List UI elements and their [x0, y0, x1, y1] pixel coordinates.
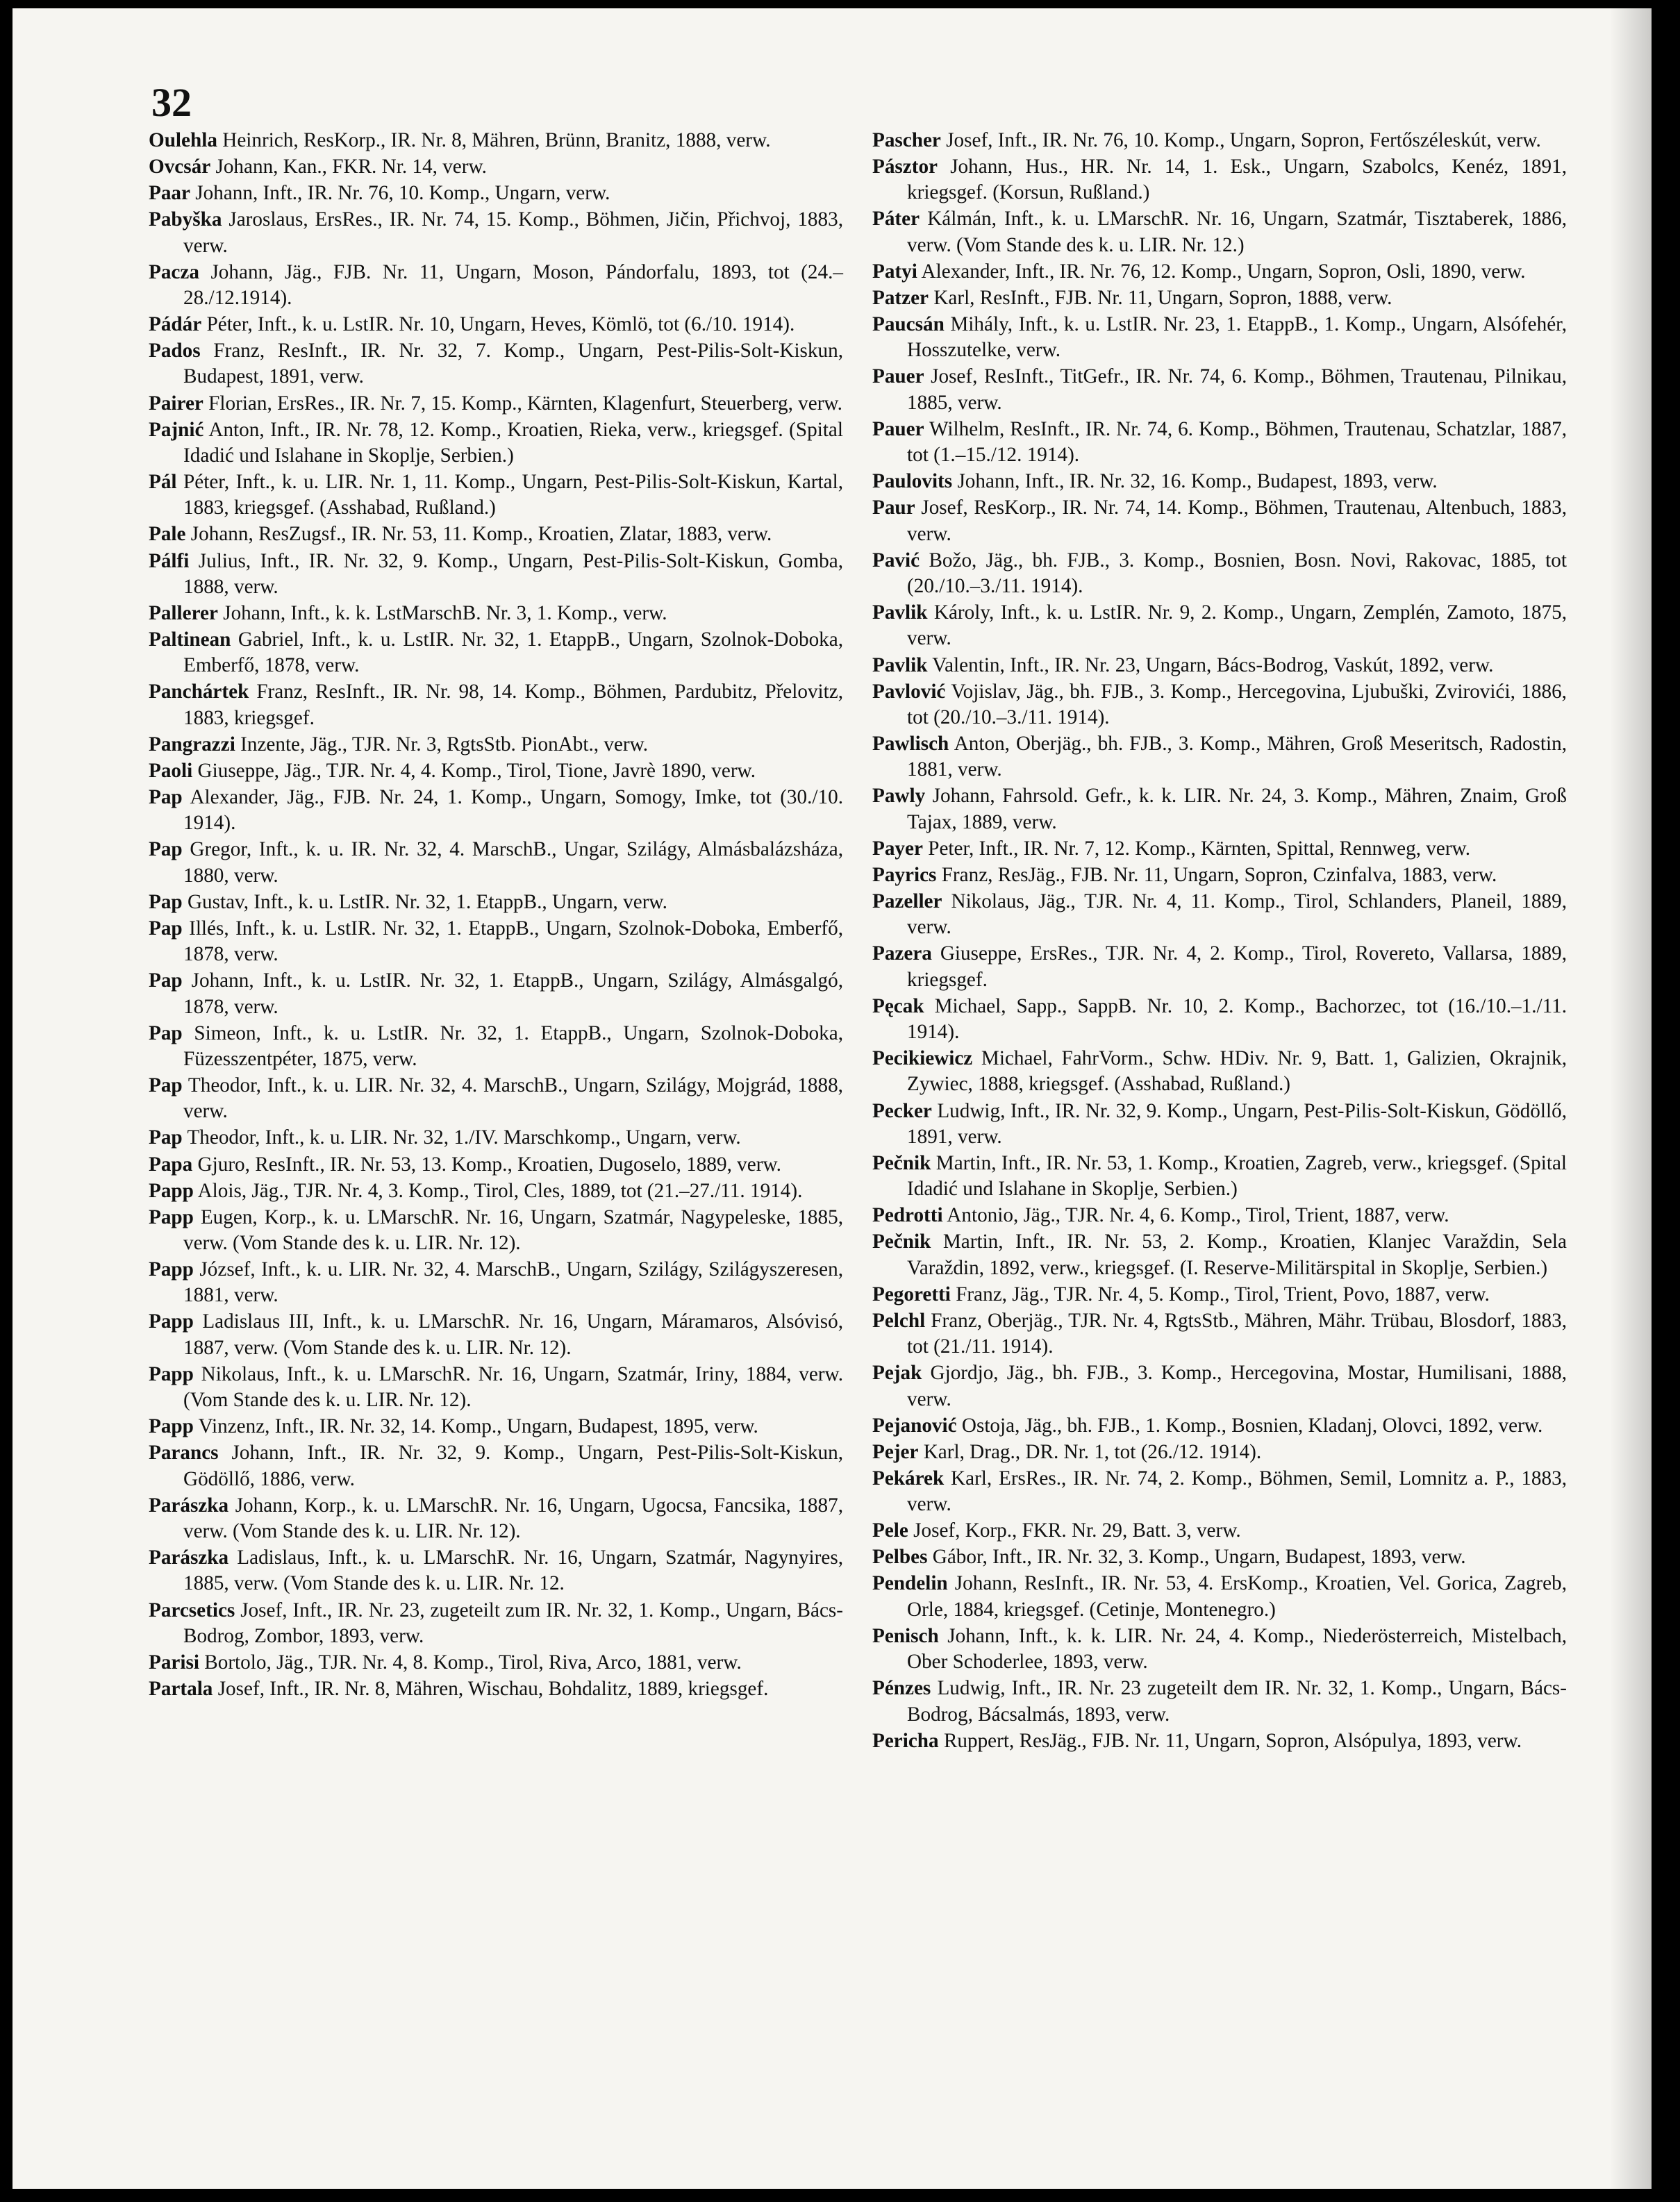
list-entry — [872, 1151, 1567, 1203]
list-entry — [872, 941, 1567, 993]
entry-surname: Pascher — [872, 129, 941, 151]
entry-surname: Pavić — [872, 549, 920, 572]
list-entry — [149, 1493, 843, 1545]
entry-surname: Patyi — [872, 260, 917, 283]
list-entry — [149, 1073, 843, 1125]
entry-details: Ludwig, Inft., IR. Nr. 32, 9. Komp., Ungarn, Pest-Pilis-Solt-Kiskun, Gödöllő, 1891, verw. — [907, 1099, 1567, 1148]
list-entry — [149, 785, 843, 837]
list-entry — [149, 890, 843, 915]
entry-surname: Payrics — [872, 863, 937, 886]
list-entry — [149, 1021, 843, 1073]
entry-surname: Pejanović — [872, 1414, 957, 1437]
entry-details: Franz, ResJäg., FJB. Nr. 11, Ungarn, Sopron, Czinfalva, 1883, verw. — [941, 863, 1497, 886]
entry-details: Julius, Inft., IR. Nr. 32, 9. Komp., Ungarn, Pest-Pilis-Solt-Kiskun, Gomba, 1888, verw. — [183, 549, 844, 598]
entry-details: Theodor, Inft., k. u. LIR. Nr. 32, 4. MarschB., Ungarn, Szilágy, Mojgrád, 1888, verw. — [183, 1074, 843, 1123]
entry-details: Valentin, Inft., IR. Nr. 23, Ungarn, Bács-Bodrog, Vaskút, 1892, verw. — [932, 653, 1494, 676]
entry-surname: Pacza — [149, 260, 199, 283]
entry-surname: Pecker — [872, 1099, 932, 1122]
entry-details: Inzente, Jäg., TJR. Nr. 3, RgtsStb. PionAbt., verw. — [240, 733, 649, 756]
list-entry — [872, 836, 1567, 862]
list-entry — [872, 1203, 1567, 1228]
list-entry — [149, 181, 843, 206]
entry-details: Ladislaus, Inft., k. u. LMarschR. Nr. 16, Ungarn, Szatmár, Nagynyires, 1885, verw. (Vom Stande des k. u. LIR. Nr. 12. — [183, 1546, 843, 1595]
list-entry — [872, 1360, 1567, 1412]
entry-surname: Papp — [149, 1362, 194, 1385]
list-entry — [149, 627, 843, 679]
entry-details: Gábor, Inft., IR. Nr. 32, 3. Komp., Ungarn, Budapest, 1893, verw. — [932, 1546, 1466, 1569]
entry-details: Franz, ResInft., IR. Nr. 32, 7. Komp., Ungarn, Pest-Pilis-Solt-Kiskun, Budapest, 1891, verw. — [183, 340, 843, 388]
list-entry — [872, 469, 1567, 494]
list-entry — [872, 1308, 1567, 1360]
list-entry — [149, 312, 843, 337]
entry-details: Ladislaus III, Inft., k. u. LMarschR. Nr. 16, Ungarn, Máramaros, Alsóvisó, 1887, verw. (Vom Stande des k. u. LIR. Nr. 12). — [183, 1310, 844, 1359]
list-entry — [149, 758, 843, 784]
right-column — [872, 128, 1567, 1755]
entry-surname: Pelchl — [872, 1309, 926, 1332]
list-entry — [149, 549, 843, 601]
entry-details: Vinzenz, Inft., IR. Nr. 32, 14. Komp., Ungarn, Budapest, 1895, verw. — [198, 1415, 758, 1438]
entry-surname: Pavlik — [872, 601, 928, 624]
entry-surname: Pap — [149, 1074, 183, 1097]
entry-details: Johann, Jäg., FJB. Nr. 11, Ungarn, Moson, Pándorfalu, 1893, tot (24.–28./12.1914). — [183, 260, 844, 309]
entry-details: Kálmán, Inft., k. u. LMarschR. Nr. 16, Ungarn, Szatmár, Tisztaberek, 1886, verw. (Vom Stande des k. u. LIR. Nr. 12.) — [907, 208, 1567, 256]
list-entry — [149, 1178, 843, 1204]
entry-details: Florian, ErsRes., IR. Nr. 7, 15. Komp., Kärnten, Klagenfurt, Steuerberg, verw. — [208, 392, 842, 415]
entry-details: Franz, Jäg., TJR. Nr. 4, 5. Komp., Tirol, Trient, Povo, 1887, verw. — [956, 1283, 1490, 1306]
entry-surname: Patzer — [872, 286, 929, 309]
entry-surname: Pajnić — [149, 418, 204, 441]
list-entry — [872, 1728, 1567, 1754]
list-entry — [872, 364, 1567, 416]
entry-details: Johann, Kan., FKR. Nr. 14, verw. — [215, 156, 487, 178]
entry-surname: Páter — [872, 208, 920, 231]
entry-details: Johann, Inft., IR. Nr. 32, 16. Komp., Budapest, 1893, verw. — [957, 470, 1438, 493]
list-entry — [872, 128, 1567, 153]
entry-details: Illés, Inft., k. u. LstIR. Nr. 32, 1. EtappB., Ungarn, Szolnok-Doboka, Emberfő, 1878, verw. — [183, 917, 844, 966]
list-entry — [872, 1440, 1567, 1465]
list-entry — [149, 732, 843, 758]
entry-surname: Pečnik — [872, 1151, 931, 1174]
entry-details: Heinrich, ResKorp., IR. Nr. 8, Mähren, Brünn, Branitz, 1888, verw. — [222, 129, 771, 151]
entry-details: Johann, ResZugsf., IR. Nr. 53, 11. Komp., Kroatien, Zlatar, 1883, verw. — [190, 523, 772, 546]
entry-details: Jaroslaus, ErsRes., IR. Nr. 74, 15. Komp., Böhmen, Jičin, Přichvoj, 1883, verw. — [183, 208, 843, 257]
entry-surname: Paur — [872, 497, 915, 519]
entry-surname: Partala — [149, 1678, 213, 1700]
entry-surname: Parászka — [149, 1546, 229, 1569]
list-entry — [872, 1229, 1567, 1281]
list-entry — [149, 968, 843, 1020]
entry-details: Josef, ResInft., TitGefr., IR. Nr. 74, 6. Komp., Böhmen, Trautenau, Pilnikau, 1885, verw. — [907, 365, 1567, 414]
entry-surname: Pairer — [149, 392, 203, 415]
entry-surname: Payer — [872, 837, 923, 860]
list-entry — [872, 206, 1567, 258]
entry-details: Péter, Inft., k. u. LIR. Nr. 1, 11. Komp., Ungarn, Pest-Pilis-Solt-Kiskun, Kartal, 1883, kriegsgef. (Asshabad, Rußland.) — [183, 471, 843, 519]
list-entry — [872, 312, 1567, 364]
list-entry — [872, 1571, 1567, 1623]
list-entry — [149, 1257, 843, 1309]
entry-details: Alexander, Inft., IR. Nr. 76, 12. Komp., Ungarn, Sopron, Osli, 1890, verw. — [921, 260, 1526, 283]
entry-surname: Pásztor — [872, 156, 938, 178]
entry-details: Josef, Inft., IR. Nr. 8, Mähren, Wischau, Bohdalitz, 1889, kriegsgef. — [217, 1678, 769, 1700]
entry-surname: Parászka — [149, 1494, 229, 1517]
list-entry — [872, 1676, 1567, 1728]
list-entry — [149, 128, 843, 153]
entry-details: Mihály, Inft., k. u. LstIR. Nr. 23, 1. EtappB., 1. Komp., Ungarn, Alsófehér, Hosszutelke, verw. — [907, 313, 1567, 362]
entry-surname: Pál — [149, 471, 177, 494]
list-entry — [149, 1152, 843, 1178]
entry-surname: Pečnik — [872, 1231, 931, 1253]
entry-details: Martin, Inft., IR. Nr. 53, 1. Komp., Kroatien, Zagreb, verw., kriegsgef. (Spital Idadić und Islahane in Skoplje, Serbien.) — [907, 1151, 1567, 1201]
list-entry — [149, 679, 843, 731]
list-entry — [872, 1544, 1567, 1570]
list-entry — [872, 1518, 1567, 1544]
entry-details: Anton, Oberjäg., bh. FJB., 3. Komp., Mähren, Groß Meseritsch, Radostin, 1881, verw. — [907, 732, 1567, 781]
list-entry — [149, 1362, 843, 1414]
entry-surname: Papp — [149, 1206, 194, 1228]
entry-details: Peter, Inft., IR. Nr. 7, 12. Komp., Kärnten, Spittal, Rennweg, verw. — [928, 837, 1471, 860]
page-number: 32 — [151, 80, 192, 125]
entry-details: Ludwig, Inft., IR. Nr. 23 zugeteilt dem IR. Nr. 32, 1. Komp., Ungarn, Bács-Bodrog, Bácsalmás, 1893, verw. — [907, 1677, 1567, 1726]
entry-surname: Pénzes — [872, 1677, 931, 1700]
document-page — [13, 8, 1652, 2189]
entry-surname: Parisi — [149, 1651, 199, 1674]
entry-surname: Pauer — [872, 365, 924, 388]
list-entry — [872, 862, 1567, 888]
entry-details: Johann, Inft., k. u. LstIR. Nr. 32, 1. EtappB., Ungarn, Szilágy, Almásgalgó, 1878, verw. — [183, 969, 843, 1018]
list-entry — [149, 916, 843, 968]
list-entry — [872, 1046, 1567, 1098]
entry-surname: Pap — [149, 969, 183, 992]
entry-details: Simeon, Inft., k. u. LstIR. Nr. 32, 1. EtappB., Ungarn, Szolnok-Doboka, Füzesszentpéter, 1875, verw. — [183, 1021, 844, 1070]
list-entry — [149, 154, 843, 180]
entry-details: Gjordjo, Jäg., bh. FJB., 3. Komp., Hercegovina, Mostar, Humilisani, 1888, verw. — [907, 1362, 1567, 1410]
entry-surname: Papp — [149, 1258, 194, 1281]
entry-details: Johann, Fahrsold. Gefr., k. k. LIR. Nr. 24, 3. Komp., Mähren, Znaim, Groß Tajax, 1889, verw. — [907, 785, 1567, 833]
entry-details: Franz, Oberjäg., TJR. Nr. 4, RgtsStb., Mähren, Mähr. Trübau, Blosdorf, 1883, tot (21./11. 1914). — [907, 1309, 1567, 1358]
entry-surname: Pecikiewicz — [872, 1047, 973, 1070]
entry-surname: Pedrotti — [872, 1204, 943, 1227]
entry-details: Ostoja, Jäg., bh. FJB., 1. Komp., Bosnien, Kladanj, Olovci, 1892, verw. — [961, 1414, 1543, 1437]
entry-surname: Pap — [149, 1126, 183, 1149]
list-entry — [872, 1466, 1567, 1518]
list-entry — [872, 259, 1567, 285]
entry-surname: Pallerer — [149, 601, 218, 624]
entry-details: Alexander, Jäg., FJB. Nr. 24, 1. Komp., Ungarn, Somogy, Imke, tot (30./10. 1914). — [183, 785, 843, 835]
entry-details: Eugen, Korp., k. u. LMarschR. Nr. 16, Ungarn, Szatmár, Nagypeleske, 1885, verw. (Vom Stande des k. u. LIR. Nr. 12). — [183, 1206, 843, 1254]
list-entry — [872, 417, 1567, 469]
entry-details: Božo, Jäg., bh. FJB., 3. Komp., Bosnien, Bosn. Novi, Rakovac, 1885, tot (20./10.–3./11. 1914). — [907, 549, 1567, 598]
entry-surname: Pejer — [872, 1440, 919, 1463]
list-entry — [149, 1676, 843, 1702]
list-entry — [149, 1414, 843, 1440]
list-entry — [149, 1125, 843, 1151]
entry-details: Nikolaus, Inft., k. u. LMarschR. Nr. 16, Ungarn, Szatmár, Iriny, 1884, verw. (Vom Stande des k. u. LIR. Nr. 12). — [183, 1362, 844, 1412]
entry-surname: Pauer — [872, 417, 924, 440]
entry-surname: Papa — [149, 1153, 193, 1176]
list-entry — [149, 1440, 843, 1492]
entry-surname: Oulehla — [149, 129, 217, 151]
list-entry — [149, 1205, 843, 1257]
entry-surname: Ovcsár — [149, 156, 211, 178]
list-entry — [872, 783, 1567, 835]
entry-details: Bortolo, Jäg., TJR. Nr. 4, 8. Komp., Tirol, Riva, Arco, 1881, verw. — [204, 1651, 742, 1674]
list-entry — [872, 600, 1567, 652]
entry-surname: Paulovits — [872, 470, 953, 493]
entry-details: Nikolaus, Jäg., TJR. Nr. 4, 11. Komp., Tirol, Schlanders, Planeil, 1889, verw. — [907, 890, 1567, 939]
list-entry — [149, 417, 843, 469]
entry-surname: Pangrazzi — [149, 733, 235, 756]
entry-surname: Pádár — [149, 313, 202, 336]
entry-surname: Pelbes — [872, 1546, 928, 1569]
list-entry — [149, 207, 843, 259]
entry-surname: Papp — [149, 1310, 194, 1333]
entry-surname: Pap — [149, 838, 183, 861]
list-entry — [149, 1598, 843, 1650]
left-column — [149, 128, 843, 1703]
entry-details: Gregor, Inft., k. u. IR. Nr. 32, 4. MarschB., Ungar, Szilágy, Almásbalázsháza, 1880, verw. — [183, 838, 843, 887]
entry-details: Giuseppe, Jäg., TJR. Nr. 4, 4. Komp., Tirol, Tione, Javrè 1890, verw. — [197, 759, 756, 782]
entry-surname: Pap — [149, 1021, 183, 1044]
list-entry — [149, 522, 843, 547]
entry-surname: Pazeller — [872, 890, 942, 912]
entry-details: Károly, Inft., k. u. LstIR. Nr. 9, 2. Komp., Ungarn, Zemplén, Zamoto, 1875, verw. — [907, 601, 1567, 650]
entry-details: Wilhelm, ResInft., IR. Nr. 74, 6. Komp., Böhmen, Trautenau, Schatzlar, 1887, tot (1.–15./12. 1914). — [907, 417, 1567, 467]
entry-surname: Papp — [149, 1415, 194, 1438]
list-entry — [149, 1309, 843, 1361]
entry-surname: Pazera — [872, 942, 932, 965]
entry-surname: Pejak — [872, 1362, 922, 1385]
entry-surname: Pegoretti — [872, 1283, 951, 1306]
list-entry — [149, 837, 843, 889]
entry-details: Michael, Sapp., SappB. Nr. 10, 2. Komp., Bachorzec, tot (16./10.–1./11. 1914). — [907, 994, 1567, 1044]
entry-surname: Pavlović — [872, 680, 946, 703]
list-entry — [872, 154, 1567, 206]
entry-details: Anton, Inft., IR. Nr. 78, 12. Komp., Kroatien, Rieka, verw., kriegsgef. (Spital Idadić und Islahane in Skoplje, Serbien.) — [183, 418, 844, 467]
entry-surname: Pap — [149, 890, 183, 913]
list-entry — [149, 260, 843, 312]
entry-details: Johann, Korp., k. u. LMarschR. Nr. 16, Ungarn, Ugocsa, Fancsika, 1887, verw. (Vom Stande des k. u. LIR. Nr. 12). — [183, 1494, 844, 1543]
entry-surname: Paltinean — [149, 628, 231, 651]
entry-details: Gustav, Inft., k. u. LstIR. Nr. 32, 1. EtappB., Ungarn, verw. — [187, 890, 667, 913]
entry-details: Giuseppe, ErsRes., TJR. Nr. 4, 2. Komp., Tirol, Rovereto, Vallarsa, 1889, kriegsgef. — [907, 942, 1567, 991]
entry-surname: Pálfi — [149, 549, 190, 572]
entry-surname: Pabyška — [149, 208, 222, 231]
entry-surname: Parcsetics — [149, 1599, 235, 1621]
list-entry — [872, 495, 1567, 547]
entry-surname: Pavlik — [872, 653, 928, 676]
list-entry — [872, 1282, 1567, 1308]
entry-surname: Pados — [149, 340, 201, 362]
entry-details: Vojislav, Jäg., bh. FJB., 3. Komp., Hercegovina, Ljubuški, Zvirovići, 1886, tot (20./10.–3./11. 1914). — [907, 680, 1567, 728]
list-entry — [872, 548, 1567, 600]
entry-surname: Pawlisch — [872, 732, 949, 755]
entry-details: Péter, Inft., k. u. LstIR. Nr. 10, Ungarn, Heves, Kömlö, tot (6./10. 1914). — [206, 313, 795, 336]
entry-details: Johann, Inft., IR. Nr. 76, 10. Komp., Ungarn, verw. — [195, 182, 610, 205]
entry-details: Alois, Jäg., TJR. Nr. 4, 3. Komp., Tirol, Cles, 1889, tot (21.–27./11. 1914). — [197, 1179, 803, 1202]
list-entry — [872, 994, 1567, 1046]
list-entry — [872, 889, 1567, 941]
entry-surname: Pendelin — [872, 1572, 948, 1595]
entry-details: Johann, Hus., HR. Nr. 14, 1. Esk., Ungarn, Szabolcs, Kenéz, 1891, kriegsgef. (Korsun, Rußland.) — [907, 156, 1567, 204]
list-entry — [872, 285, 1567, 311]
entry-details: Johann, ResInft., IR. Nr. 53, 4. ErsKomp., Kroatien, Vel. Gorica, Zagreb, Orle, 1884, kriegsgef. (Cetinje, Montenegro.) — [907, 1572, 1567, 1621]
list-entry — [149, 1545, 843, 1597]
page-edge-shadow — [1610, 8, 1652, 2189]
entry-details: Josef, Korp., FKR. Nr. 29, Batt. 3, verw. — [913, 1519, 1241, 1542]
entry-details: Theodor, Inft., k. u. LIR. Nr. 32, 1./IV. Marschkomp., Ungarn, verw. — [187, 1126, 741, 1149]
list-entry — [872, 1624, 1567, 1676]
entry-details: Martin, Inft., IR. Nr. 53, 2. Komp., Kroatien, Klanjec Varaždin, Sela Varaždin, 1892, verw., kriegsgef. (I. Reserve-Militärspital in Skoplje, Serbien.) — [907, 1231, 1567, 1279]
entry-details: Antonio, Jäg., TJR. Nr. 4, 6. Komp., Tirol, Trient, 1887, verw. — [947, 1204, 1449, 1227]
entry-surname: Pekárek — [872, 1467, 945, 1490]
entry-details: Karl, ResInft., FJB. Nr. 11, Ungarn, Sopron, 1888, verw. — [933, 286, 1392, 309]
list-entry — [872, 679, 1567, 731]
list-entry — [149, 1650, 843, 1676]
entry-details: Franz, ResInft., IR. Nr. 98, 14. Komp., Böhmen, Pardubitz, Přelovitz, 1883, kriegsgef. — [183, 681, 844, 729]
list-entry — [149, 338, 843, 390]
entry-surname: Panchártek — [149, 681, 249, 703]
entry-details: Johann, Inft., k. k. LIR. Nr. 24, 4. Komp., Niederösterreich, Mistelbach, Ober Schoderlee, 1893, verw. — [907, 1624, 1567, 1674]
list-entry — [872, 1099, 1567, 1151]
list-entry — [872, 653, 1567, 678]
entry-surname: Paar — [149, 182, 190, 205]
entry-details: Josef, Inft., IR. Nr. 76, 10. Komp., Ungarn, Sopron, Fertőszéleskút, verw. — [946, 129, 1541, 151]
list-entry — [149, 469, 843, 522]
entry-details: Gjuro, ResInft., IR. Nr. 53, 13. Komp., Kroatien, Dugoselo, 1889, verw. — [197, 1153, 781, 1176]
entry-surname: Pericha — [872, 1729, 939, 1752]
entry-surname: Papp — [149, 1179, 194, 1202]
entry-details: József, Inft., k. u. LIR. Nr. 32, 4. MarschB., Ungarn, Szilágy, Szilágyszeresen, 1881, verw. — [183, 1258, 844, 1307]
list-entry — [872, 731, 1567, 783]
entry-details: Josef, ResKorp., IR. Nr. 74, 14. Komp., Böhmen, Trautenau, Altenbuch, 1883, verw. — [907, 497, 1567, 545]
entry-surname: Paoli — [149, 759, 193, 782]
entry-surname: Pale — [149, 523, 186, 546]
entry-details: Josef, Inft., IR. Nr. 23, zugeteilt zum IR. Nr. 32, 1. Komp., Ungarn, Bács-Bodrog, Zombor, 1893, verw. — [183, 1599, 843, 1647]
entry-details: Karl, ErsRes., IR. Nr. 74, 2. Komp., Böhmen, Semil, Lomnitz a. P., 1883, verw. — [907, 1467, 1567, 1516]
entry-details: Karl, Drag., DR. Nr. 1, tot (26./12. 1914). — [923, 1440, 1262, 1463]
entry-details: Johann, Inft., IR. Nr. 32, 9. Komp., Ungarn, Pest-Pilis-Solt-Kiskun, Gödöllő, 1886, verw. — [183, 1442, 843, 1490]
entry-surname: Paucsán — [872, 313, 945, 336]
entry-details: Johann, Inft., k. k. LstMarschB. Nr. 3, 1. Komp., verw. — [223, 601, 667, 624]
entry-surname: Penisch — [872, 1624, 939, 1647]
entry-surname: Pęcak — [872, 994, 924, 1017]
entry-details: Gabriel, Inft., k. u. LstIR. Nr. 32, 1. EtappB., Ungarn, Szolnok-Doboka, Emberfő, 1878, verw. — [183, 628, 844, 677]
entry-details: Ruppert, ResJäg., FJB. Nr. 11, Ungarn, Sopron, Alsópulya, 1893, verw. — [943, 1729, 1522, 1752]
entry-surname: Parancs — [149, 1442, 219, 1465]
entry-surname: Pap — [149, 785, 183, 808]
entry-details: Michael, FahrVorm., Schw. HDiv. Nr. 9, Batt. 1, Galizien, Okrajnik, Zywiec, 1888, kriegsgef. (Asshabad, Rußland.) — [907, 1047, 1567, 1096]
list-entry — [872, 1413, 1567, 1439]
list-entry — [149, 601, 843, 626]
list-entry — [149, 391, 843, 417]
entry-surname: Pele — [872, 1519, 908, 1542]
entry-surname: Pawly — [872, 785, 926, 808]
entry-surname: Pap — [149, 917, 183, 940]
